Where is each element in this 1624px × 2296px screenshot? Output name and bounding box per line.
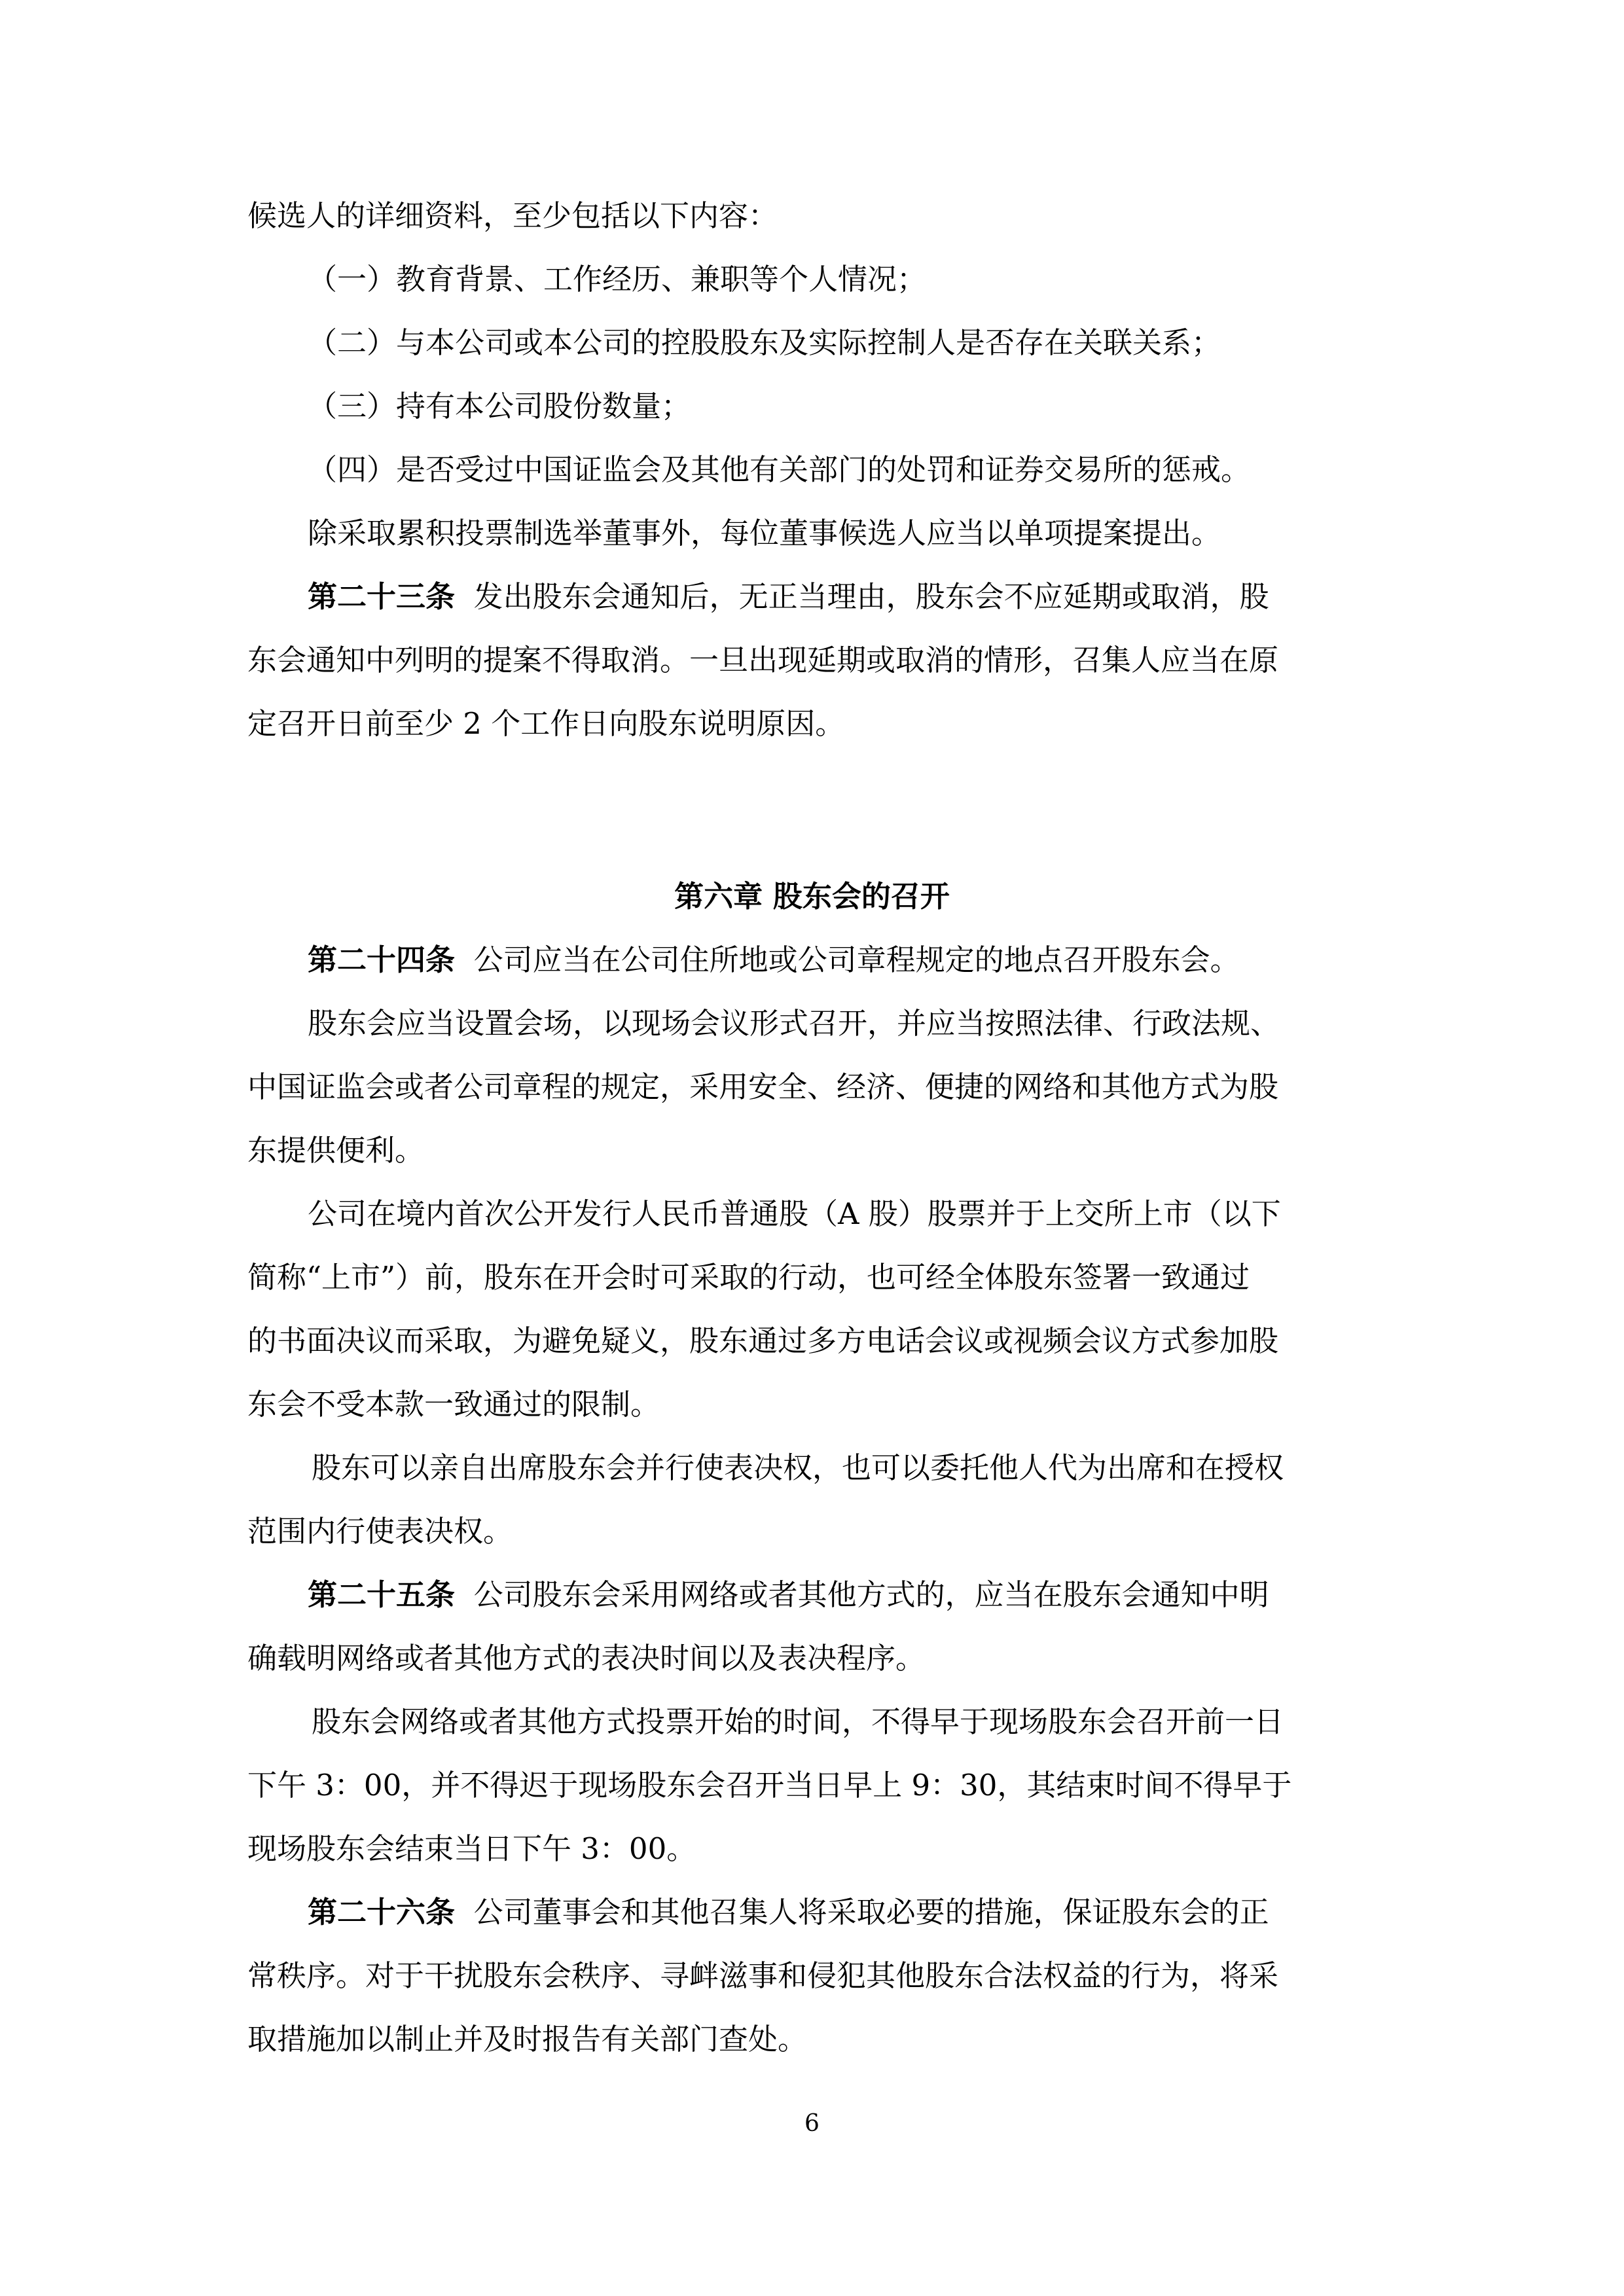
- article-25-first-line: [308, 1575, 1269, 1615]
- paragraph-line: 范围内行使表决权。: [247, 1514, 513, 1549]
- paragraph-line: 候选人的详细资料，至少包括以下内容：: [247, 198, 778, 233]
- paragraph-line: 取措施加以制止并及时报告有关部门查处。: [247, 2022, 808, 2056]
- article-label: 第二十四条: [308, 942, 456, 977]
- paragraph-line: 股东可以亲自出席股东会并行使表决权，也可以委托他人代为出席和在授权: [312, 1450, 1284, 1485]
- article-text: 公司董事会和其他召集人将采取必要的措施，保证股东会的正: [473, 1895, 1269, 1929]
- paragraph-line: 股东会网络或者其他方式投票开始的时间，不得早于现场股东会召开前一日: [312, 1704, 1284, 1739]
- article-23-first-line: [308, 577, 1269, 617]
- paragraph-line: 确载明网络或者其他方式的表决时间以及表决程序。: [247, 1641, 926, 1676]
- article-label: 第二十三条: [308, 579, 456, 614]
- paragraph-line: 东会通知中列明的提案不得取消。一旦出现延期或取消的情形，召集人应当在原: [247, 643, 1279, 677]
- paragraph-line: 公司在境内首次公开发行人民币普通股（A 股）股票并于上交所上市（以下: [308, 1196, 1281, 1231]
- paragraph-line: 股东会应当设置会场，以现场会议形式召开，并应当按照法律、行政法规、: [308, 1006, 1280, 1041]
- article-label: 第二十五条: [308, 1577, 456, 1612]
- article-24-first-line: [308, 941, 1240, 980]
- paragraph-line: 东提供便利。: [247, 1133, 425, 1168]
- list-item-relationship: （二）与本公司或本公司的控股股东及实际控制人是否存在关联关系；: [308, 325, 1221, 360]
- article-label: 第二十六条: [308, 1895, 456, 1929]
- paragraph-line: 定召开日前至少 2 个工作日向股东说明原因。: [247, 706, 845, 741]
- list-item-education: （一）教育背景、工作经历、兼职等个人情况；: [308, 262, 927, 296]
- article-text: 公司股东会采用网络或者其他方式的，应当在股东会通知中明: [473, 1577, 1269, 1612]
- list-item-penalty: （四）是否受过中国证监会及其他有关部门的处罚和证券交易所的惩戒。: [308, 452, 1251, 487]
- article-text: 发出股东会通知后，无正当理由，股东会不应延期或取消，股: [473, 579, 1269, 614]
- paragraph-line: 中国证监会或者公司章程的规定，采用安全、经济、便捷的网络和其他方式为股: [247, 1069, 1279, 1104]
- paragraph-line: 下午 3：00，并不得迟于现场股东会召开当日早上 9：30，其结束时间不得早于: [247, 1768, 1292, 1803]
- page-number: 6: [804, 2110, 820, 2137]
- paragraph-line: 的书面决议而采取，为避免疑义，股东通过多方电话会议或视频会议方式参加股: [247, 1323, 1279, 1358]
- paragraph-line: 东会不受本款一致通过的限制。: [247, 1387, 660, 1422]
- article-text: 公司应当在公司住所地或公司章程规定的地点召开股东会。: [473, 942, 1240, 977]
- paragraph-line: 常秩序。对于干扰股东会秩序、寻衅滋事和侵犯其他股东合法权益的行为，将采: [247, 1958, 1279, 1993]
- paragraph-line: 现场股东会结束当日下午 3：00。: [247, 1831, 696, 1866]
- paragraph-line: 除采取累积投票制选举董事外，每位董事候选人应当以单项提案提出。: [308, 516, 1221, 550]
- chapter-title: 第六章 股东会的召开: [674, 879, 950, 914]
- list-item-shares: （三）持有本公司股份数量；: [308, 389, 691, 423]
- article-26-first-line: [308, 1893, 1269, 1932]
- paragraph-line: 简称“上市”）前，股东在开会时可采取的行动，也可经全体股东签署一致通过: [247, 1260, 1250, 1295]
